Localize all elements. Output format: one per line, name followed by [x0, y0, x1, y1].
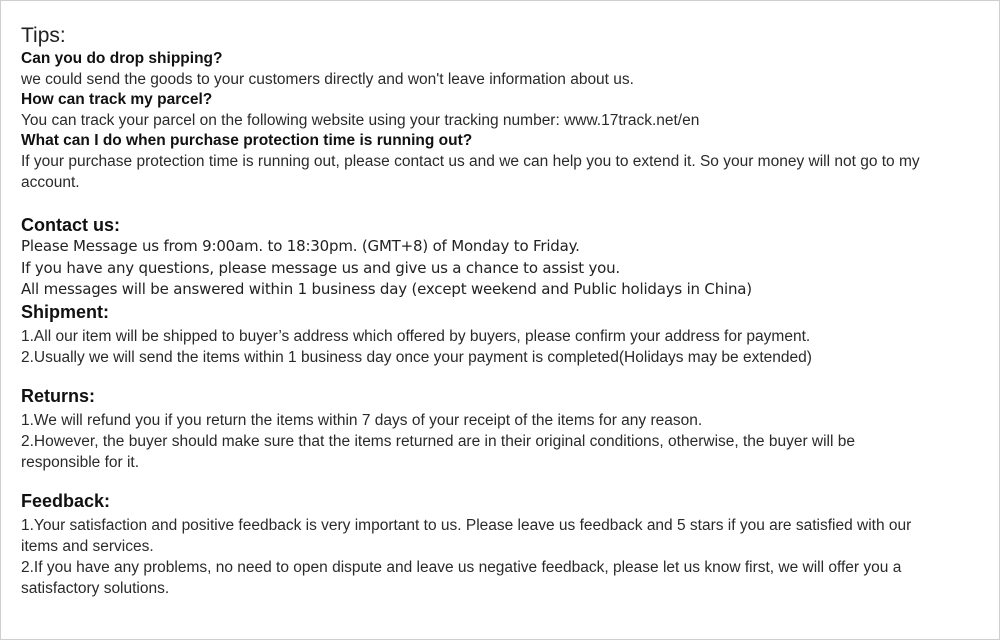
contact-assist-line: If you have any questions, please message us and give us a chance to assist you. [21, 258, 620, 277]
feedback-line: 2.If you have any problems, no need to open dispute and leave us negative feedback, please let us know first, we will offer you a [21, 558, 902, 576]
feedback-line: satisfactory solutions. [21, 579, 170, 597]
faq-question-track-parcel: How can track my parcel? [21, 91, 213, 108]
feedback-line: 1.Your satisfaction and positive feedback is very important to us. Please leave us feedback and 5 stars if you are satisfied with our [21, 516, 912, 534]
feedback-line: items and services. [21, 537, 154, 555]
returns-line: responsible for it. [21, 453, 140, 471]
section-spacer [21, 473, 981, 490]
contact-heading: Contact us: [21, 215, 120, 235]
faq-answer-drop-shipping: we could send the goods to your customers directly and won't leave information about us. [21, 71, 634, 88]
faq-answer-purchase-protection-line: account. [21, 174, 80, 191]
faq-question-drop-shipping: Can you do drop shipping? [21, 50, 223, 67]
policy-content [21, 23, 981, 599]
contact-response-line: All messages will be answered within 1 business day (except weekend and Public holidays in China) [21, 280, 752, 298]
shipment-line: 1.All our item will be shipped to buyer’s address which offered by buyers, please confirm your address for payment. [21, 327, 811, 345]
feedback-heading: Feedback: [21, 490, 111, 511]
returns-line: 1.We will refund you if you return the items within 7 days of your receipt of the items for any reason. [21, 411, 703, 429]
section-spacer [21, 193, 981, 214]
returns-heading: Returns: [21, 385, 96, 406]
tips-heading: Tips: [21, 24, 66, 47]
faq-answer-track-parcel: You can track your parcel on the following website using your tracking number: www.17track.net/en [21, 112, 700, 129]
faq-answer-purchase-protection-line: If your purchase protection time is running out, please contact us and we can help you to extend it. So your money will not go to my [21, 153, 920, 170]
faq-question-purchase-protection: What can I do when purchase protection time is running out? [21, 132, 473, 149]
shipment-heading: Shipment: [21, 301, 109, 322]
contact-hours-line: Please Message us from 9:00am. to 18:30pm. (GMT+8) of Monday to Friday. [21, 237, 580, 255]
section-spacer [21, 368, 981, 385]
returns-line: 2.However, the buyer should make sure that the items returned are in their original conditions, otherwise, the buyer will be [21, 432, 855, 450]
shipment-line: 2.Usually we will send the items within 1 business day once your payment is completed(Holidays may be extended) [21, 348, 812, 366]
